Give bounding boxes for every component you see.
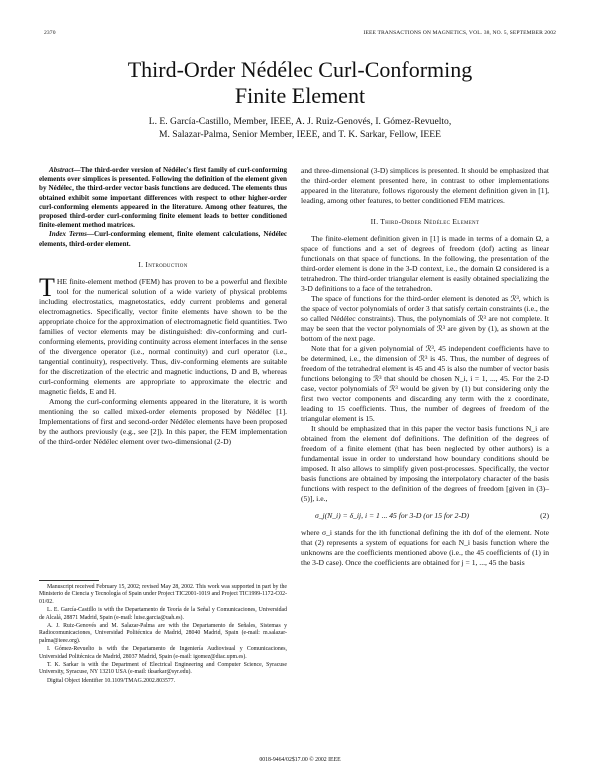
abstract — [39, 166, 287, 230]
title-line-2: Finite Element — [234, 83, 366, 108]
intro-paragraph-2: Among the curl-conforming elements appeared in the literature, it is worth mentioning the so called mixed-order elements proposed by Nédélec [1]. Implementations of first and second-order Nédélec elements have been proposed by the authors previously (e.g., see [2]). In this paper, the FEM implementation of the third-order Nédélec element over two-dimensional (2-D) — [39, 396, 287, 446]
right-paragraph-2: The space of functions for the third-order element is denoted as ℛ³, which is the space of vector polynomials of order 3 that satisfy certain constraints (i.e., the so called Nédélec constraints). Thus, the polynomials of ℛ³ are not complete. It may be seen that the vector polynomials of ℛ³ are given by (1), as shown at the bottom of the next page. — [301, 294, 549, 343]
section-heading-introduction: I. Introduction — [138, 259, 188, 269]
intro-paragraph-1-text: HE finite-element method (FEM) has proven to be a powerful and flexible tool for the numerical solution of a wide variety of physical problems including electrostatics, magnetostatics, eddy current problems and general electromagnetics. Specifically, vector finite elements have shown to be the appropriate choice for the approximation of electromagnetic field quantities. Two families of vector elements may be distinguished: div-conforming and curl-conforming elements, providing continuity across element interfaces in the sense of the divergence operator (i.e., normal continuity) and curl operator (i.e., tangential continuity), respectively. Thus, div-conforming elements are suitable for the discretization of the electric and magnetic inductions, D and B, whereas curl-conforming elements are appropriate to approximate the electric and magnetic fields, E and H. — [39, 276, 287, 396]
copyright-footer: 0018-9464/02$17.00 © 2002 IEEE — [259, 757, 341, 763]
footnote-author-1: L. E. García-Castillo is with the Departamento de Teoría de la Señal y Comunicaciones, Universidad de Alcalá, 28871 Madrid, Spain (e-mail: luise.garcia@uah.es). — [39, 607, 287, 621]
equation-2-number: (2) — [540, 511, 549, 520]
index-terms — [39, 230, 287, 248]
footnote-doi: Digital Object Identifier 10.1109/TMAG.2002.803577. — [47, 677, 176, 684]
right-paragraph-5: where σ_i stands for the ith functional defining the ith dof of the element. Note that (2) represents a system of equations for each N_i basis function where the unknowns are the coefficients mentioned above (i.e., the 45 coefficients of (1) in the 3-D case). Once the coefficients are obtained for j = 1, ..., 45 the basis — [301, 528, 549, 567]
footnote-author-3: I. Gómez-Revuelto is with the Departamento de Ingeniería Audiovisual y Comunicaciones, Universidad Politécnica de Madrid, 28037 Madrid, Spain (e-mail: igomez@diac.upm.es). — [39, 646, 287, 660]
right-paragraph-0: and three-dimensional (3-D) simplices is presented. It should be emphasized that the third-order element presented here, in contrast to other implementations appeared in the literature, follows rigorously the element definition given in [1], leading, among other features, to better conditioned FEM matrices. — [301, 166, 549, 205]
right-paragraph-1: The finite-element definition given in [1] is made in terms of a domain Ω, a space of functions and a set of degrees of freedom (dof) acting as linear functionals on that space of functions. In the following, the presentation of the third-order element is done in the 3-D context, i.e., the domain Ω considered is a tetrahedron. The third-order triangular element is easily obtained specializing the 3-D definitions to a face of the tetrahedron. — [301, 234, 549, 293]
equation-2 — [301, 511, 549, 521]
footnote-manuscript: Manuscript received February 15, 2002; revised May 28, 2002. This work was supported in part by the Ministerio de Ciencia y Tecnología of Spain under Project TIC2001-1019 and Project TIC1999-1172-C02-01/02. — [39, 584, 287, 605]
footnote-author-2: A. J. Ruiz-Genovés and M. Salazar-Palma are with the Departamento de Señales, Sistemas y Radiocomunicaciones, Universidad Politécnica de Madrid, 28040 Madrid, Spain (e-mail: m.salazar-palma@ieee.org). — [39, 623, 287, 644]
title-line-1: Third-Order Nédélec Curl-Conforming — [127, 57, 473, 82]
right-paragraph-4: It should be emphasized that in this paper the vector basis functions N_i are obtained from the element dof definitions. The definition of the degrees of freedom of a finite element (that has been neglected by other authors) is a fundamental issue in order to understand how boundary conditions should be imposed. It also allows to simplify given post-processes. Specifically, the vector basis functions are obtained by imposing the interpolatory character of the basis functions with respect to the definition of the degrees of freedom [given in (3)–(5)], i.e., — [301, 424, 549, 503]
equation-2-body: σ_j(N_i) = δ_ij, i = 1 ... 45 for 3-D (or 15 for 2-D) — [315, 511, 469, 520]
right-paragraph-3: Note that for a given polynomial of ℛ³, 45 independent coefficients have to be determined, i.e., the dimension of ℛ³ is 45. Thus, the number of degrees of freedom of the tetrahedral element is 45 and 45 is also the number of vector basis functions belonging to ℛ³ that should be chosen N_i, i = 1, ..., 45. For the 2-D case, vector polynomials of ℛ³ would be given by (1) but considering only the first two vector components and discarding any term with the z coordinate, leading to 15 coefficients. Thus, the number of degrees of freedom of the triangular element is 15. — [301, 344, 549, 423]
index-terms-label: Index Terms— — [49, 230, 94, 239]
intro-paragraph-1 — [39, 272, 287, 397]
abstract-text: The third-order version of Nédélec's first family of curl-conforming elements over simplices is presented. Following the definition of the element given by Nédélec, the third-order vector basis functions are deduced. The elements thus obtained exhibit some important differences with respect to other higher-order curl-conforming elements appeared in the literature. Among other features, the proposed third-order curl-conforming finite element leads to better conditioned finite-element method matrices. — [39, 166, 287, 230]
abstract-label: Abstract— — [49, 166, 81, 174]
footnote-author-4: T. K. Sarkar is with the Department of Electrical Engineering and Computer Science, Syracuse University, Syracuse, NY 13210 USA (e-mail: tksarkar@syr.edu). — [39, 662, 287, 676]
author-list — [60, 115, 540, 141]
authors-line-2: M. Salazar-Palma, Senior Member, IEEE, and T. K. Sarkar, Fellow, IEEE — [158, 129, 442, 140]
index-terms-text: Curl-conforming element, finite element calculations, Nédélec elements, third-order element. — [39, 230, 288, 248]
footnote-rule — [39, 580, 99, 581]
running-header: IEEE TRANSACTIONS ON MAGNETICS, VOL. 38, NO. 5, SEPTEMBER 2002 — [363, 30, 556, 36]
drop-cap: T — [39, 272, 55, 302]
section-heading-third-order: II. Third-Order Nédélec Element — [370, 217, 480, 226]
authors-line-1: L. E. García-Castillo, Member, IEEE, A. J. Ruiz-Genovés, I. Gómez-Revuelto, — [148, 116, 452, 127]
paper-title — [60, 57, 540, 109]
footnotes — [39, 580, 287, 686]
right-column — [301, 166, 549, 568]
left-column — [39, 166, 287, 447]
page-number: 2370 — [44, 30, 56, 36]
